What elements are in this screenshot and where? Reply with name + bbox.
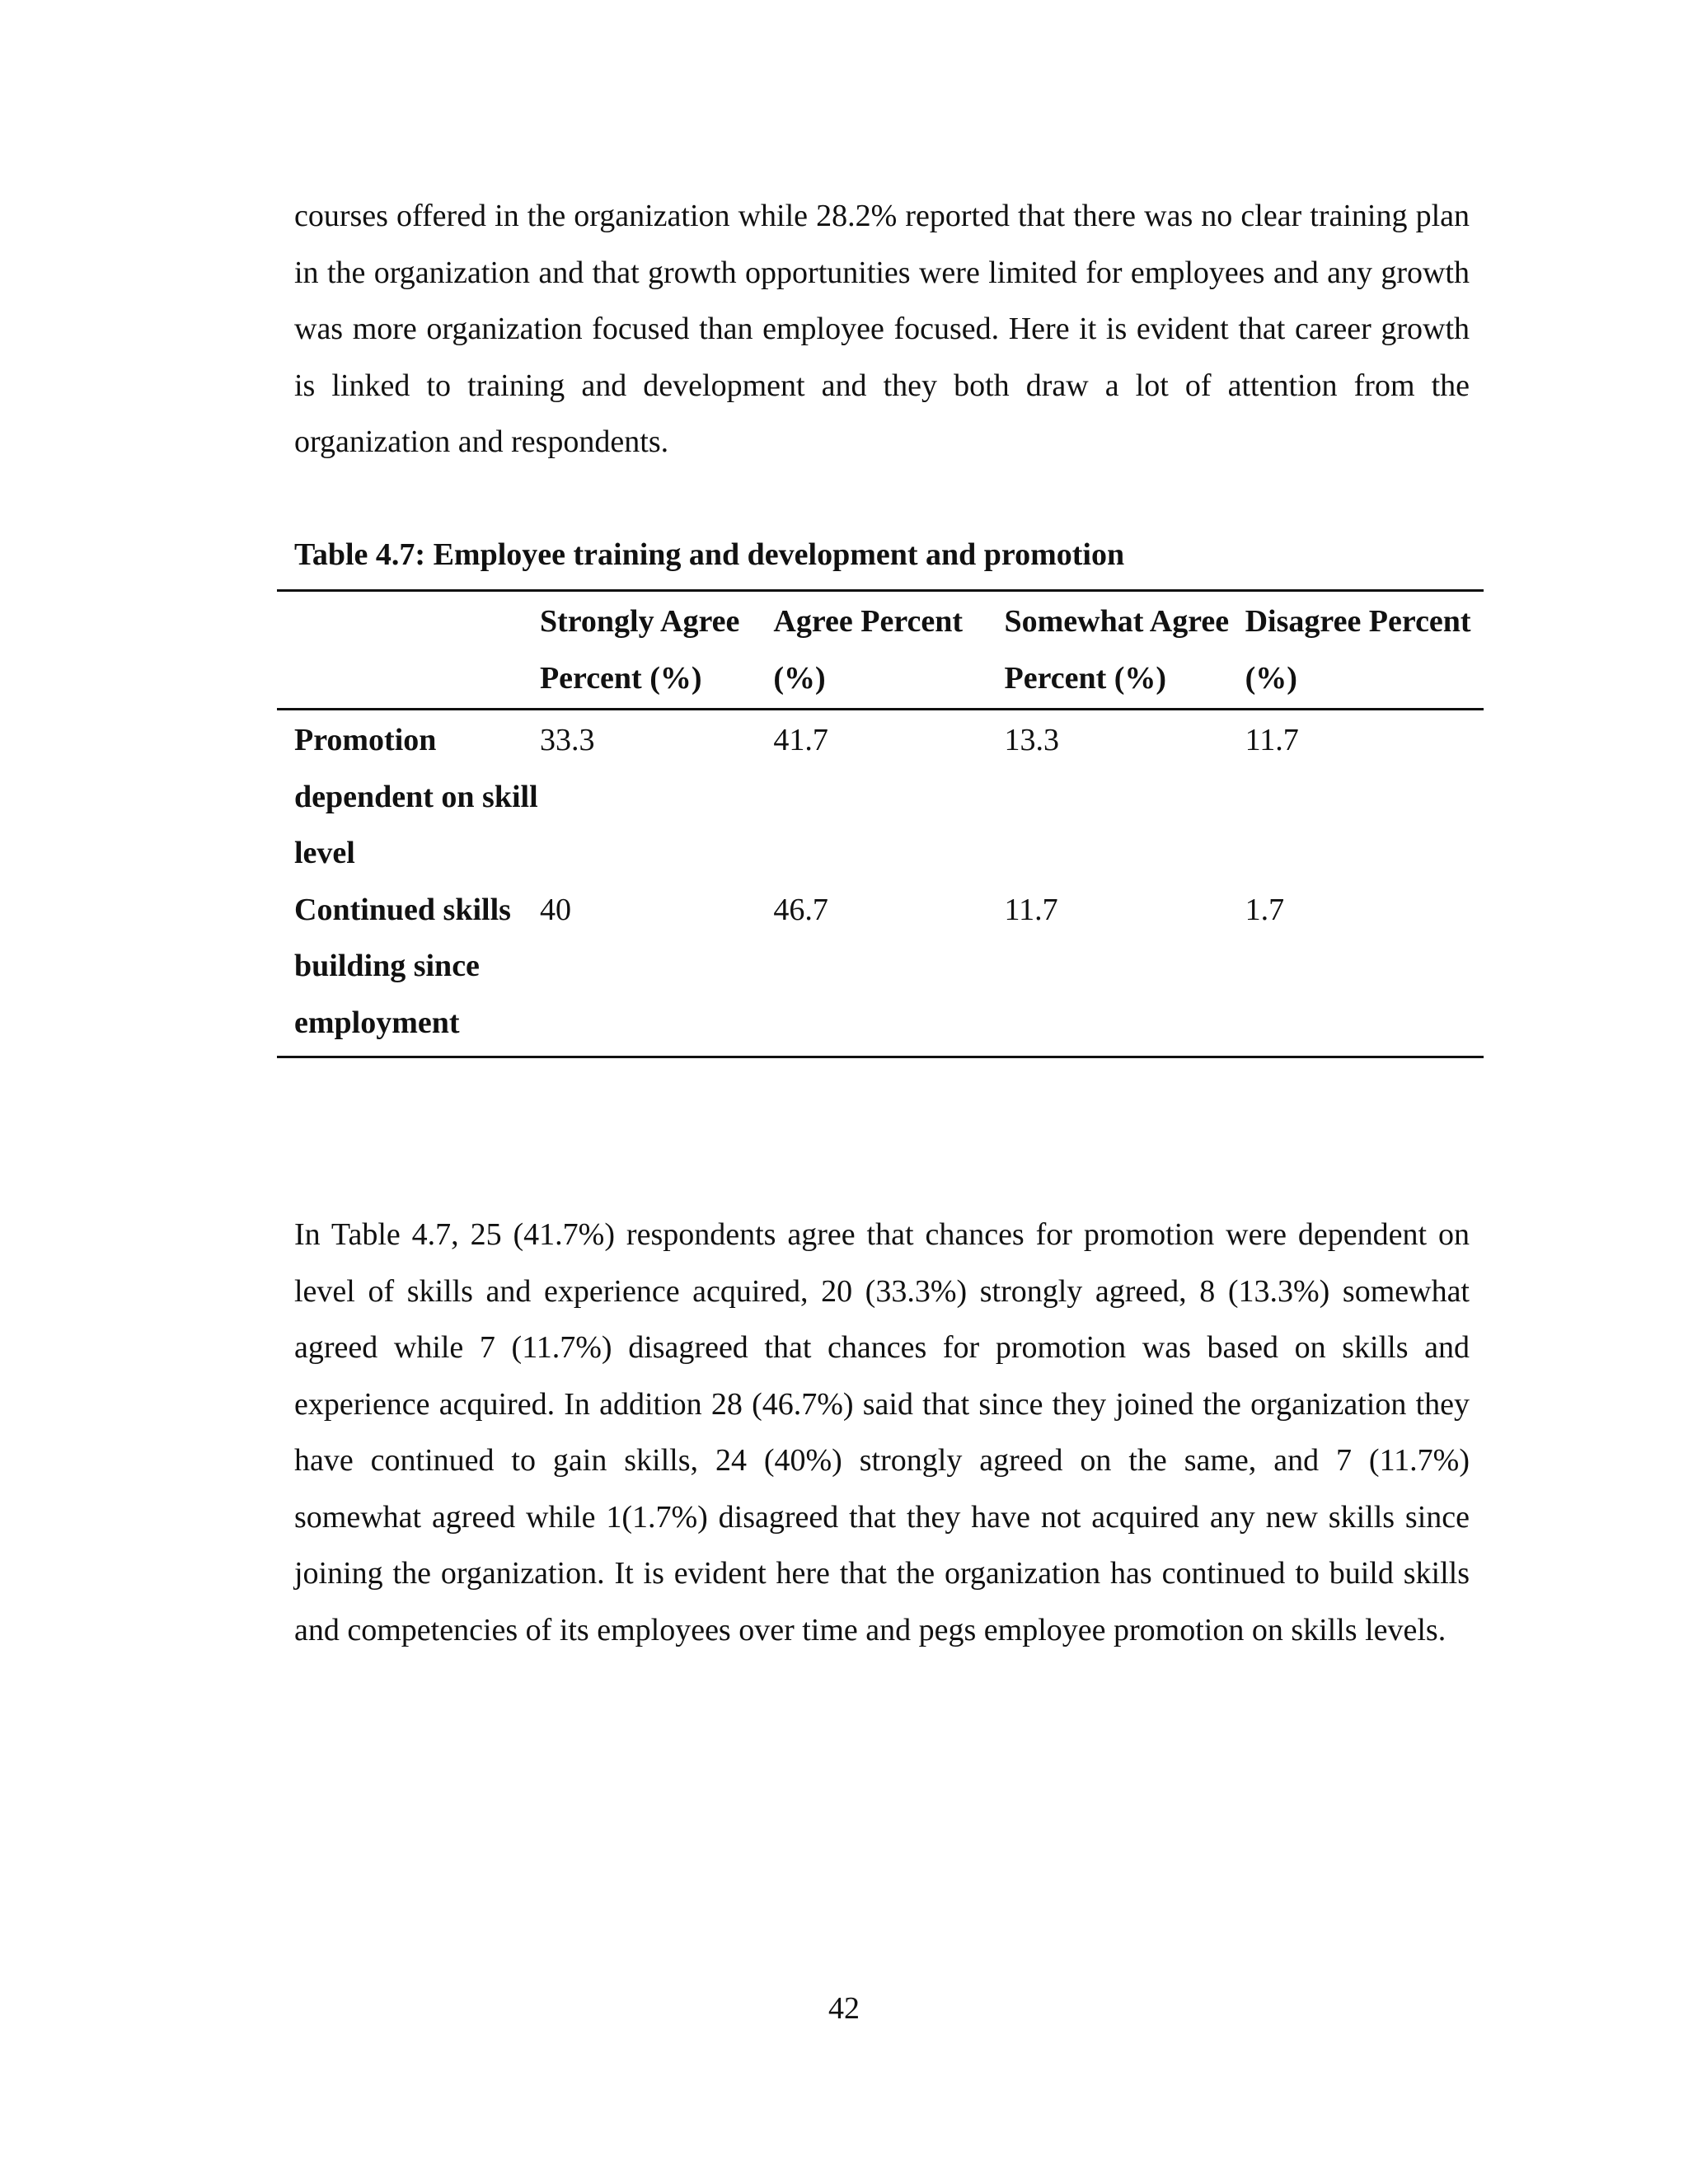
- cell-strongly-agree: 40: [539, 892, 571, 927]
- table-caption: Table 4.7: Employee training and development and promotion: [294, 537, 1125, 572]
- cell-strongly-agree: 33.3: [539, 723, 595, 757]
- cell-somewhat-agree: 11.7: [1004, 892, 1058, 927]
- cell-agree: 46.7: [773, 892, 828, 927]
- header-cell-strongly-agree: Strongly Agree Percent (%): [539, 604, 740, 696]
- row-label-promotion: Promotion dependent on skill level: [294, 723, 538, 870]
- page-number: 42: [828, 1991, 860, 2026]
- results-table: [277, 589, 1484, 1058]
- row-label-skills-building: Continued skills building since employment: [294, 892, 511, 1040]
- table-row: [277, 882, 1484, 1057]
- table-row: [277, 710, 1484, 882]
- header-cell-somewhat-agree: Somewhat Agree Percent (%): [1004, 604, 1230, 696]
- header-cell-empty: [277, 591, 540, 710]
- cell-somewhat-agree: 13.3: [1004, 723, 1059, 757]
- cell-agree: 41.7: [773, 723, 828, 757]
- cell-disagree: 1.7: [1245, 892, 1285, 927]
- table-header-row: [277, 591, 1484, 710]
- header-cell-agree: Agree Percent (%): [773, 604, 964, 696]
- cell-disagree: 11.7: [1245, 723, 1299, 757]
- table-body: [277, 710, 1484, 1057]
- table-header: [277, 591, 1484, 710]
- header-cell-disagree: Disagree Percent (%): [1245, 604, 1471, 696]
- body-paragraph-intro: courses offered in the organization while 28.2% reported that there was no clear training plan in the organization and that growth opportunities were limited for employees and any growth was more organization focused than employee focused. Here it is evident that career growth is linked to training and development and they both draw a lot of attention from the organization and respondents.: [294, 199, 1470, 459]
- body-paragraph-analysis: In Table 4.7, 25 (41.7%) respondents agree that chances for promotion were dependent on level of skills and experience acquired, 20 (33.3%) strongly agreed, 8 (13.3%) somewhat agreed while 7 (11.7%) disagreed that chances for promotion was based on skills and experience acquired. In addition 28 (46.7%) said that since they joined the organization they have continued to gain skills, 24 (40%) strongly agreed on the same, and 7 (11.7%) somewhat agreed while 1(1.7%) disagreed that they have not acquired any new skills since joining the organization. It is evident here that the organization has continued to build skills and competencies of its employees over time and pegs employee promotion on skills levels.: [294, 1217, 1470, 1647]
